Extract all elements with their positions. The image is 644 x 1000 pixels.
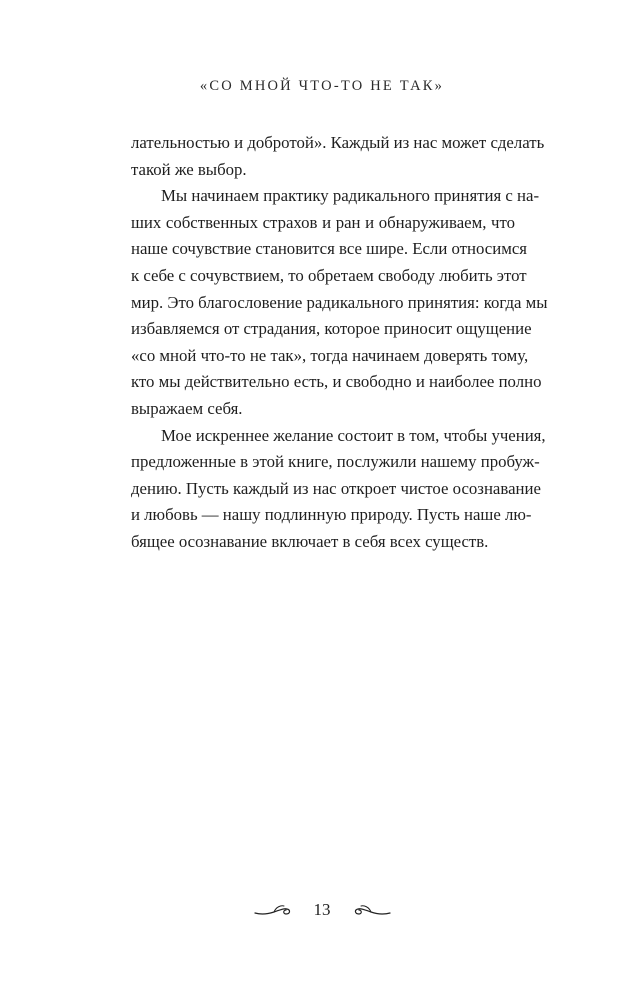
- paragraph-1: [131, 130, 545, 183]
- right-flourish-icon: [345, 902, 391, 918]
- text-line: бящее осознавание включает в себя всех существ.: [131, 531, 489, 551]
- left-flourish-icon: [254, 902, 300, 918]
- text-line: дению. Пусть каждый из нас откроет чистое осознавание: [131, 478, 541, 498]
- text-line: «со мной что-то не так», тогда начинаем доверять тому,: [131, 345, 529, 365]
- text-line: предложенные в этой книге, послужили нашему пробуж-: [131, 452, 540, 472]
- text-line: Мы начинаем практику радикального принятия с на-: [161, 186, 540, 206]
- text-line: и любовь — нашу подлинную природу. Пусть наше лю-: [131, 505, 532, 525]
- body-text: [131, 130, 548, 556]
- text-line: лательностью и добротой». Каждый из нас может сделать: [131, 133, 545, 152]
- text-line: такой же выбор.: [131, 159, 247, 179]
- paragraph-2: [131, 183, 548, 422]
- paragraph-3: [131, 423, 546, 556]
- text-line: к себе с сочувствием, то обретаем свободу любить этот: [131, 265, 527, 285]
- text-line: избавляемся от страдания, которое приносит ощущение: [131, 319, 532, 339]
- text-line: выражаем себя.: [131, 398, 243, 418]
- text-line: мир. Это благословение радикального принятия: когда мы: [131, 292, 548, 312]
- running-head: «СО МНОЙ ЧТО-ТО НЕ ТАК»: [199, 78, 445, 94]
- text-line: Мое искреннее желание состоит в том, чтобы учения,: [161, 425, 546, 445]
- text-line: ших собственных страхов и ран и обнаруживаем, что: [131, 212, 515, 232]
- page-footer: [0, 900, 644, 920]
- text-line: наше сочувствие становится все шире. Если относимся: [131, 239, 528, 259]
- page-number: 13: [313, 900, 331, 919]
- text-line: кто мы действительно есть, и свободно и наиболее полно: [131, 372, 542, 392]
